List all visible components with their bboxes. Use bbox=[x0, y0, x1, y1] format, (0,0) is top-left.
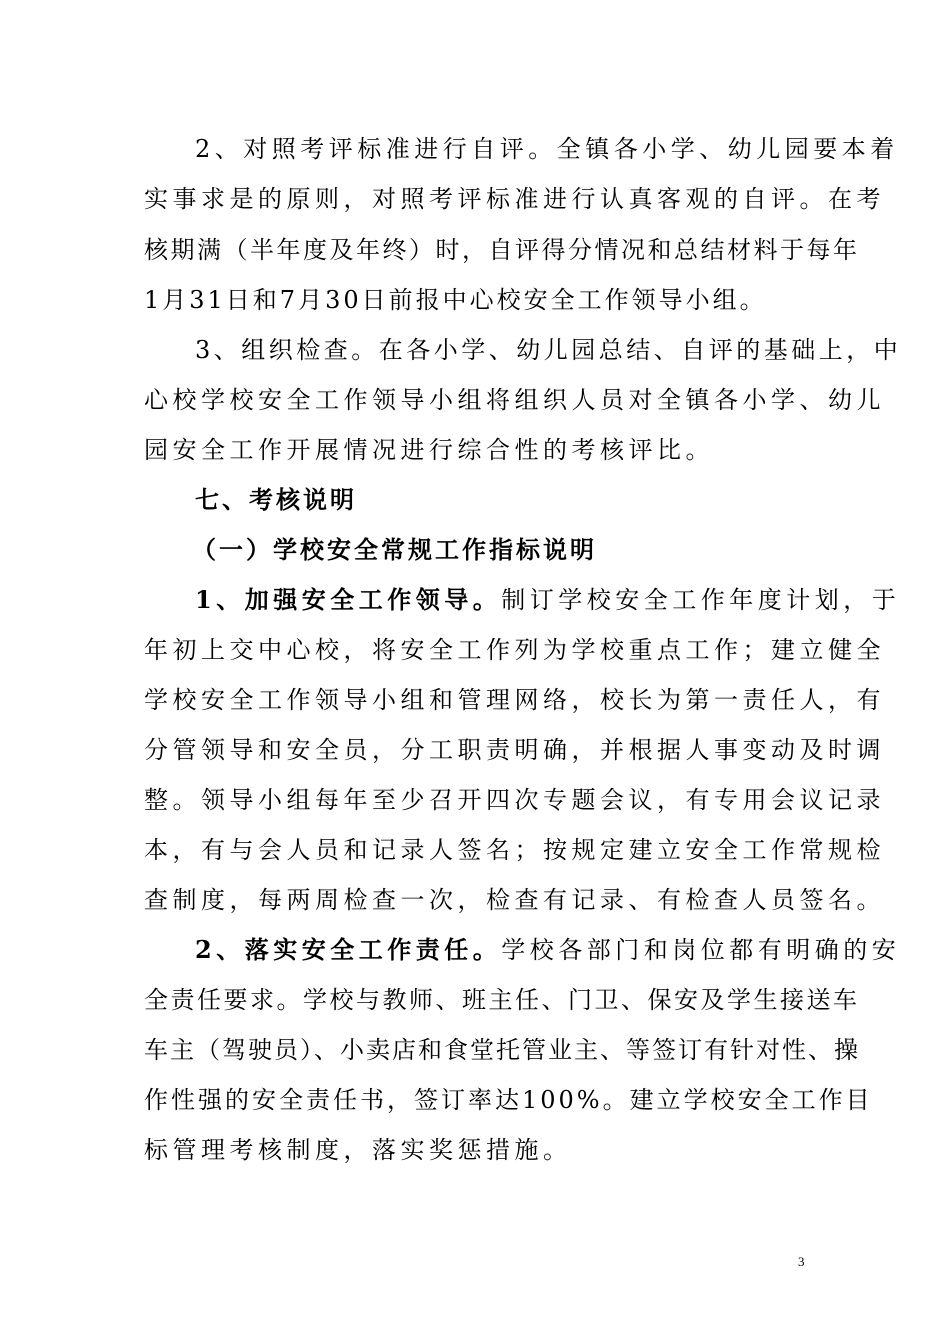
paragraph-line: 实事求是的原则，对照考评标准进行认真客观的自评。在考 bbox=[144, 185, 885, 213]
paragraph-line: 园安全工作开展情况进行综合性的考核评比。 bbox=[144, 436, 714, 464]
paragraph-line bbox=[195, 933, 901, 967]
section-heading: 七、考核说明 bbox=[195, 485, 357, 514]
subsection-heading: （一）学校安全常规工作指标说明 bbox=[192, 535, 597, 564]
paragraph-line: 心校学校安全工作领导小组将组织人员对全镇各小学、幼儿 bbox=[144, 386, 885, 414]
paragraph-line: 本，有与会人员和记录人签名；按规定建立安全工作常规检 bbox=[144, 836, 885, 864]
paragraph-lead: 2、落实安全工作责任。 bbox=[195, 935, 502, 964]
paragraph-text: 学校各部门和岗位都有明确的安 bbox=[501, 936, 901, 964]
paragraph-line: 核期满（半年度及年终）时，自评得分情况和总结材料于每年 bbox=[144, 236, 860, 264]
paragraph-line: 学校安全工作领导小组和管理网络，校长为第一责任人，有 bbox=[144, 686, 885, 714]
page-number: 3 bbox=[798, 1254, 805, 1269]
paragraph-line: 车主（驾驶员）、小卖店和食堂托管业主、等签订有针对性、操 bbox=[144, 1036, 860, 1064]
paragraph-line: 分管领导和安全员，分工职责明确，并根据人事变动及时调 bbox=[144, 736, 885, 764]
paragraph-line bbox=[195, 583, 901, 617]
paragraph-line: 整。领导小组每年至少召开四次专题会议，有专用会议记录 bbox=[144, 786, 885, 814]
paragraph-line: 1月31日和7月30日前报中心校安全工作领导小组。 bbox=[144, 286, 767, 314]
paragraph-line: 年初上交中心校，将安全工作列为学校重点工作；建立健全 bbox=[144, 636, 885, 664]
paragraph-line: 全责任要求。学校与教师、班主任、门卫、保安及学生接送车 bbox=[144, 986, 860, 1014]
paragraph-line: 作性强的安全责任书，签订率达100%。建立学校安全工作目 bbox=[144, 1086, 873, 1114]
paragraph-lead: 1、加强安全工作领导。 bbox=[195, 585, 502, 614]
paragraph-line: 2、对照考评标准进行自评。全镇各小学、幼儿园要本着 bbox=[195, 135, 899, 163]
paragraph-line: 标管理考核制度，落实奖惩措施。 bbox=[144, 1136, 572, 1164]
paragraph-line: 3、组织检查。在各小学、幼儿园总结、自评的基础上，中 bbox=[195, 336, 902, 364]
paragraph-line: 查制度，每两周检查一次，检查有记录、有检查人员签名。 bbox=[144, 886, 885, 914]
paragraph-text: 制订学校安全工作年度计划，于 bbox=[501, 586, 901, 614]
